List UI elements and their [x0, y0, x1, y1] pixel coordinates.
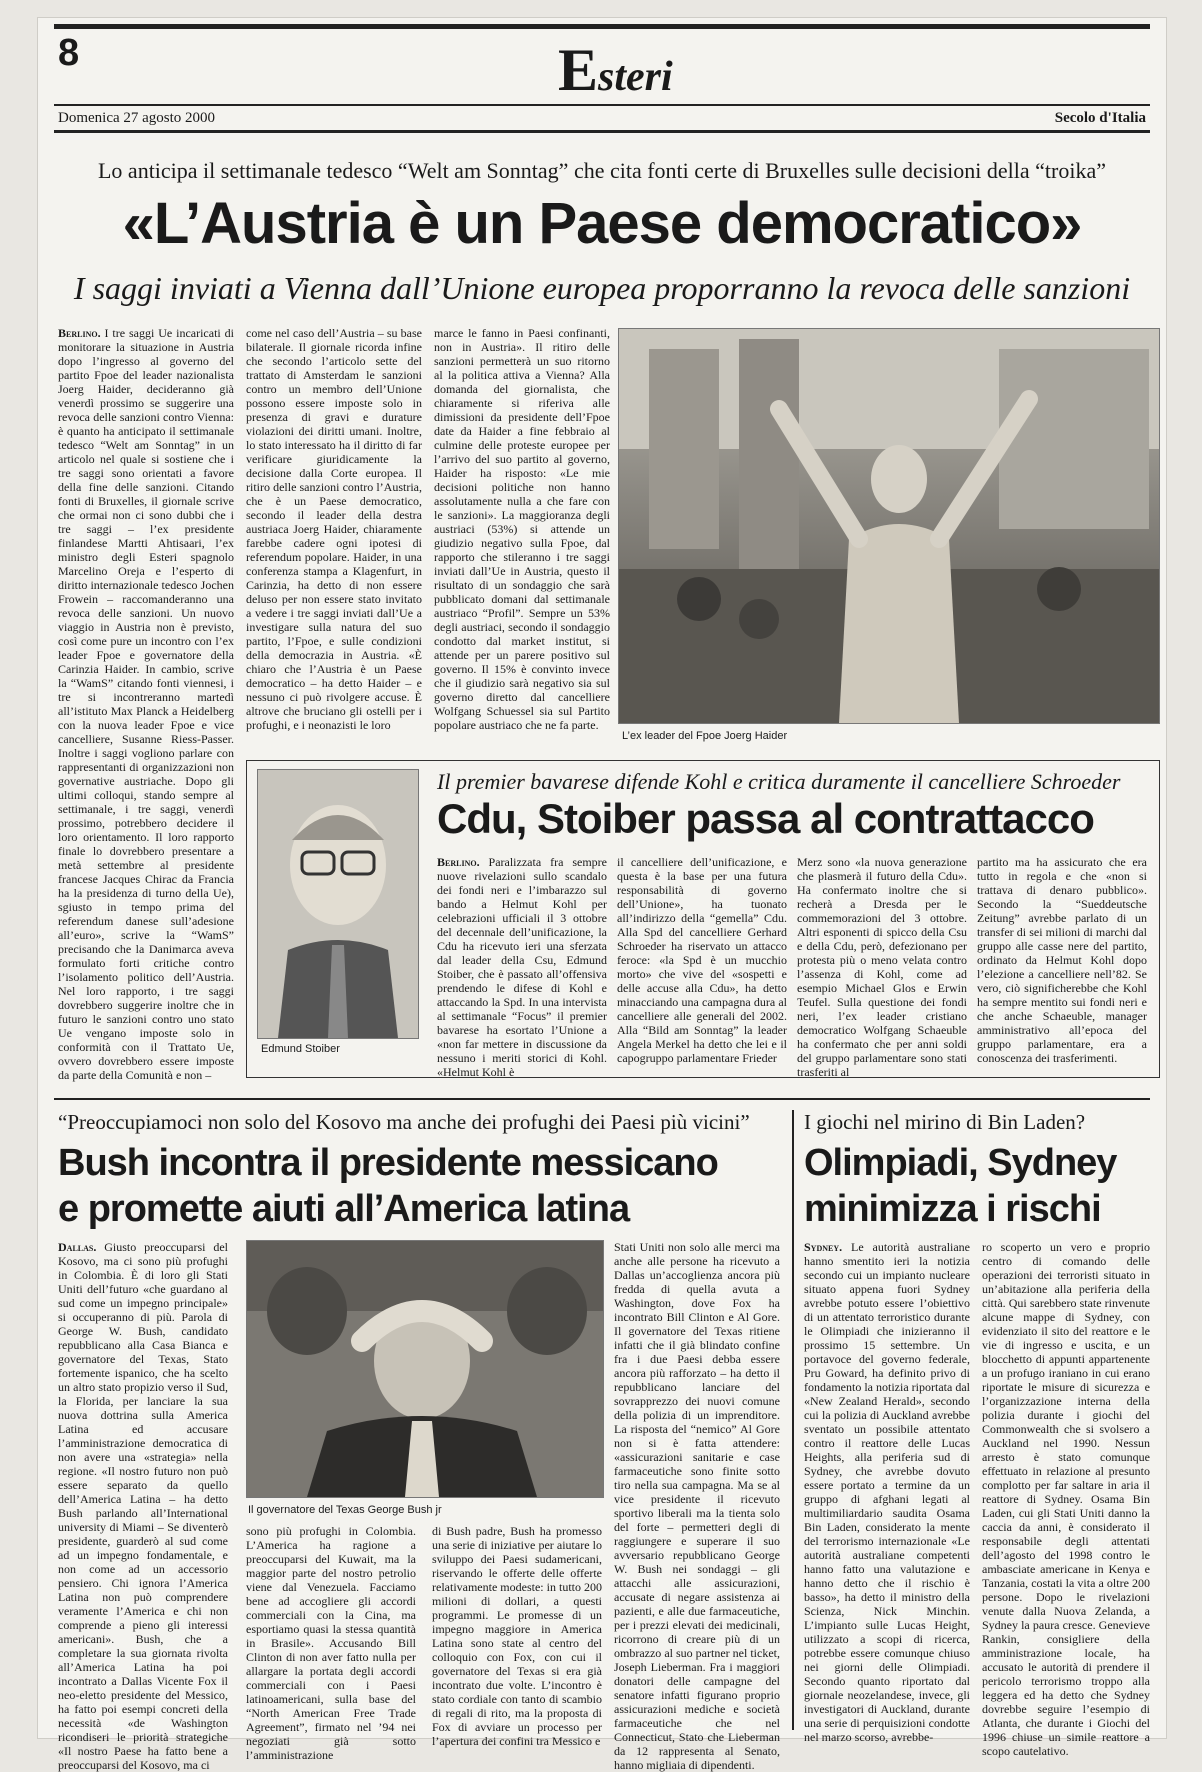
bush-column-3: di Bush padre, Bush ha promesso una serie di iniziative per aiutare lo sviluppo dei Paesi sudamericani, riservando le offerte delle offerte relativamente modeste: in tutto 200 milioni di dollari, a questi programmi. Le promesse di un impegno maggiore in America Latina sono state al centro del colloquio con Fox, con cui il governatore del Texas si era già incontrato due volte. L’incontro è stato cordiale con tanto di scambio di regali di rito, ma la proposta di Fox di avviare un processo per l’apertura dei confini tra Messico e [432, 1524, 602, 1748]
newspaper-page [38, 18, 1166, 1772]
section-title [558, 36, 673, 105]
bush-headline [58, 1140, 818, 1232]
header-rule [54, 104, 1150, 106]
bush-dateline: Dallas. [58, 1240, 97, 1254]
stoiber-dateline: Berlino. [437, 855, 480, 869]
main-headline: «L’Austria è un Paese democratico» [122, 191, 1082, 256]
bush-headline-line-1: Bush incontra il presidente messicano [58, 1142, 718, 1184]
haider-photo [618, 328, 1160, 724]
bush-headline-line-2: e promette aiuti all’America latina [58, 1188, 630, 1230]
top-rule [54, 24, 1150, 29]
bush-photo [246, 1240, 604, 1498]
page-number: 8 [58, 32, 80, 74]
main-kicker: Lo anticipa il settimanale tedesco “Welt am Sonntag” che cita fonti certe di Bruxelles sulle decisioni della “troika” [97, 158, 1107, 183]
main-column-3: marce le fanno in Paesi confinanti, non in Austria». Il ritiro delle sanzioni permetterà un suo ritorno al la politica attiva a Vienna? Alla domanda del giornalista, che chiaramente si riferiva alle dimissioni da presidente dell’Fpoe date da Haider a fine febbraio al culmine delle proteste europee per l’arrivo del suo partito al governo, Haider ha risposto: «Le mie decisioni politiche non hanno assolutamente nulla a che fare con le sanzioni». La maggioranza degli austriaci (53%) si attende un giudizio negativo sulla Fpoe, dal rapporto che stileranno i tre saggi inviati dall’Ue in Austria, questo il risultato di un sondaggio che sarà pubblicato domani dal settimanale austriaco “Profil”. Sempre un 53% degli austriaci, secondo il sondaggio condotto dal market institut, si attende per un parere positivo sul governo. Il 15% è convinto invece che il giudizio sarà negativo sia sul governo diretto dal cancelliere Wolfgang Schuessel sia sul Partito popolare austriaco che ne fa parte. [434, 326, 610, 732]
header-bottom-rule [54, 130, 1150, 133]
bush-kicker: “Preoccupiamoci non solo del Kosovo ma anche dei profughi dei Paesi più vicini” [58, 1110, 750, 1134]
sydney-kicker: I giochi nel mirino di Bin Laden? [804, 1110, 1086, 1134]
publication-name: Secolo d'Italia [1054, 110, 1146, 126]
stoiber-box [246, 760, 1160, 1078]
main-column-2: come nel caso dell’Austria – su base bilaterale. Il giornale ricorda infine che secondo l’articolo sette del trattato di Amsterdam le sanzioni contro un membro dell’Unione possono essere imposte solo in presenza di gravi e durature violazioni dei diritti umani. Inoltre, lo stato interessato ha il diritto di far verificare giuridicamente la decisione dalla Corte europea. Il ritiro delle sanzioni contro l’Austria, che è un Paese democratico, secondo il leader della destra austriaca Joerg Haider, chiaramente farebbe cadere ogni ipotesi di referendum popolare. Haider, in una conferenza stampa a Klagenfurt, in Carinzia, ha detto di non essere deluso per non essere stato invitato a vedere i tre saggi inviati dall’Ue a investigare sulla natura del suo partito, l’Fpoe, e sulle condizioni della democrazia in Austria. «È chiaro che l’Austria è un Paese democratico – ha detto Haider – e nessuno ci può rivolgere accuse. È altrove che bruciano gli ostelli per i profughi, e i neonazisti le loro [246, 326, 422, 732]
stoiber-column-4: partito ma ha assicurato che era tutto in regola e che «non si trattava di denaro pubblico». Secondo la “Sueddeutsche Zeitung” avrebbe parlato di un transfer di sei milioni di marchi dal gruppo alle casse nere del partito, ordinato da Helmut Kohl dopo l’elezione a cancelliere nell’82. Se vero, ciò significherebbe che Kohl ha sempre mentito sui fondi neri e che anche Schaeuble, manager amministrativo all’epoca del gruppo parlamentare, era a conoscenza dei trasferimenti. [977, 855, 1147, 1065]
main-column-1 [58, 326, 234, 1084]
sydney-column-2: ro scoperto un vero e proprio centro di comando delle operazioni dei terroristi situato in un’abitazione alla periferia della città. Qui sarebbero state rinvenute alcune mappe di Sydney, con evidenziato il sito del reattore e le vie di ingresso e uscita, e un blocchetto di appunti appartenente a un profugo iraniano in cui erano riportate le misure di sicurezza e l’organizzazione interna della polizia durante i giochi del Commonwealth che si svolsero a Auckland nel 1990. Nessun arresto è stato comunque effettuato in relazione al presunto complotto per far saltare in aria il reattore di Sydney. Osama Bin Laden, cui gli Stati Uniti danno la caccia da anni, è considerato il responsabile degli attentati dell’agosto del 1998 contro le ambasciate americane in Kenya e Tanzania, costati la vita a oltre 200 persone. Dopo le rivelazioni venute dalla Nuova Zelanda, a Sydney la paura cresce. Genevieve Rankin, consigliere della amministrazione locale, ha accusato le autorità di prendere il pericolo terrorismo troppo alla leggera ed ha detto che Sydney dovrebbe seguire l’esempio di Atlanta, che durante i Giochi del 1996 chiuse un simile reattore a scopo cautelativo. [982, 1240, 1150, 1758]
bush-photo-caption: Il governatore del Texas George Bush jr [248, 1504, 442, 1516]
section-rest: steri [598, 54, 673, 100]
sydney-headline: Olimpiadi, Sydney minimizza i rischi [804, 1142, 1117, 1230]
stoiber-headline: Cdu, Stoiber passa al contrattacco [437, 795, 1094, 842]
sydney-dateline: Sydney. [804, 1240, 843, 1254]
bush-column-2: sono più profughi in Colombia. L’America ha ragione a preoccuparsi del Kuwait, ma la maggior parte del nostro petrolio viene dal Venezuela. Facciamo bene ad accogliere gli accordi commerciali con la Cina, ma esportiamo quasi la stessa quantità in Brasile». Accusando Bill Clinton di non aver fatto nulla per allargare la portata degli accordi commerciali con i Paesi latinoamericani, sulla base del “North American Free Trade Agreement”, firmato nel ’94 nei negoziati già sotto l’amministrazione [246, 1524, 416, 1762]
bush-photo-art [247, 1241, 603, 1497]
stoiber-column-2: il cancelliere dell’unificazione, e questa è la base per una futura responsabilità di governo dell’Unione», ha tuonato all’indirizzo della “gemella” Cdu. Alla Spd del cancelliere Gerhard Schroeder ha riservato un attacco feroce: «la Spd è un mucchio morto» che vive del «sospetti e delle accuse alla Cdu», ha detto minacciando una campagna dura al cancelliere alle generali del 2002. Alla “Bild am Sonntag” la leader Angela Merkel ha detto che lei e il capogruppo parlamentare Frieder [617, 855, 787, 1065]
stoiber-column-3: Merz sono «la nuova generazione che plasmerà il futuro della Cdu». Ha confermato inoltre che si recherà a Dresda per le commemorazioni del 3 ottobre. Altri esponenti di spicco della Csu e della Cdu, però, defezionano per protesta più o meno velata contro l’assenza di Kohl, come ad esempio Michael Glos e Erwin Teufel. Sulla questione dei fondi neri, l’ex leader cristiano democratico Wolfgang Schaeuble ha confermato che per anni soldi del gruppo parlamentare sono stati trasferiti al [797, 855, 967, 1079]
haider-photo-caption: L’ex leader del Fpoe Joerg Haider [622, 730, 788, 742]
dateline: Berlino. [58, 326, 101, 340]
main-deck: I saggi inviati a Vienna dall’Unione europea proporranno la revoca delle sanzioni [73, 270, 1131, 306]
column-divider [792, 1110, 794, 1730]
sydney-column-1-text: Le autorità australiane hanno smentito ieri la notizia secondo cui un impianto nucleare situato appena fuori Sydney avrebbe potuto essere l’obiettivo di un attentato terroristico durante le Olimpiadi che inizieranno il prossimo 15 settembre. Un portavoce del governo federale, Pru Goward, ha definito privo di fondamento la notizia riportata dal «New Zealand Herald», secondo cui la polizia di Auckland avrebbe sventato un possibile attentato contro il reattore delle Lucas Heights, alla periferia sud di Sydney, che avrebbe dovuto essere portato a termine da un gruppo di afghani legati al multimiliardario saudita Osama Bin Laden, considerato la mente del terrorismo internazionale «Le autorità australiane competenti hanno fatto una valutazione e hanno detto che il rischio è basso», ha detto il ministro della Scienza, Nick Minchin. L’impianto sulle Lucas Height, utilizzato a scopi di ricerca, potrebbe essere comunque chiuso nei giorni delle Olimpiadi. Secondo quanto riportato dal giornale neozelandese, invece, gli investigatori di Auckland, durante una serie di perquisizioni condotte nel marzo scorso, avrebbe- [804, 1240, 971, 1744]
stoiber-column-1-text: Paralizzata fra sempre nuove rivelazioni sullo scandalo dei fondi neri e l’imbarazzo sul bando a Helmut Kohl per celebrazioni ufficiali il 3 ottobre del decennale dell’unificazione, la Cdu ha ricevuto ieri una sferzata dal leader della Csu, Edmund Stoiber, che è passato all’offensiva prendendo le difese di Kohl e attaccando la Spd. In una intervista al settimanale “Focus” il premier bavarese ha esortato l’Unione a «non far mettere in discussione da nessuno i meriti storici di Kohl. «Helmut Kohl è [437, 855, 607, 1079]
lower-section-rule [54, 1098, 1150, 1100]
stoiber-kicker: Il premier bavarese difende Kohl e critica duramente il cancelliere Schroeder [437, 769, 1121, 794]
section-initial: E [558, 37, 599, 103]
issue-date: Domenica 27 agosto 2000 [58, 110, 216, 126]
stoiber-photo-art [258, 770, 418, 1038]
sydney-column-1 [804, 1240, 971, 1744]
main-column-1-text: I tre saggi Ue incaricati di monitorare la situazione in Austria dopo l’ingresso al governo del partito Fpoe del leader nazionalista Joerg Haider, decideranno già venerdì prossimo se suggerire una revoca delle sanzioni contro Vienna: è quanto ha anticipato il settimanale tedesco “Welt am Sonntag” in un articolo nel quale si sostiene che i tre saggi sono orientati a favore della fine delle sanzioni. Citando fonti di Bruxelles, il giornale scrive che ormai non ci sono dubbi che i tre saggi – l’ex presidente finlandese Martti Ahtisaari, l’ex ministro degli Esteri spagnolo Marcelino Oreja e l’esperto di diritto internazionale tedesco Jochen Frowein – raccomanderanno una revoca delle sanzioni. Un nuovo viaggio in Austria non è previsto, così come pure un incontro con l’ex leader Fpoe e governatore della Carinzia Haider. In cambio, scrive la “WamS” citando fonti viennesi, i tre si incontreranno martedì all’istituto Max Planck a Heidelberg con la nuova leader Fpoe e vice cancelliere, Susanne Riess-Passer. Inoltre i saggi vogliono parlare con rappresentanti di organizzazioni non governative austriache. Dopo gli ultimi colloqui, stando sempre al settimanale, i tre saggi, venerdì prossimo, potrebbero decidere il loro orientamento. Il loro rapporto finale lo dovrebbero presentare a metà settembre al presidente francese Jacques Chirac da Francia ha la presidenza di turno della Ue), sgiusto in tempo prima del referendum danese sull’adesione all’euro», scrive la “WamS” precisando che la Danimarca aveva formulato forti critiche contro l’isolamento politico dell’Austria. Nel loro rapporto, i tre saggi dovrebbero suggerire inoltre che in futuro le sanzioni contro uno stato Ue vengano imposte solo in conformità con il Trattato Ue, ovvero dovrebbero essere imposte da parte della Comunità e non – [58, 326, 235, 1082]
stoiber-photo-caption: Edmund Stoiber [261, 1043, 340, 1055]
haider-photo-art [619, 329, 1159, 723]
bush-column-1-text: Giusto preoccuparsi del Kosovo, ma ci sono più profughi in Colombia. È di loro gli Stati Uniti dell’futuro «che guardano al sud come un impegno principale» si occuperanno di più. Parola di George W. Bush, candidato repubblicano alla Casa Bianca e governatore del Texas, Stato fortemente ispanico, che ha scelto un altro stato propizio verso il Sud, la Florida, per lanciare la sua nuova dottrina sulla America Latina ed accusare l’amministrazione democratica di non avere una «strategia» nella regione. «Il nostro futuro non può essere separato da quello dell’America Latina – ha detto Bush parlando all’International university di Miami – Se diventerò presidente, guarderò al sud come ad un impegno fondamentale, e non come ad un accessorio pensiero. Chi ignora l’America Latina non può comprendere veramente l’America e chi non comprende a pieno gli interessi americani». Bush, che a completare la sua giornata rivolta all’America Latina ha poi incontrato a Dallas Vicente Fox il neo-eletto presidente del Messico, ha fatto poi esempi concreti della necessità «de Washington ricondiseri le priorità strategiche «Il nostro Paese ha fatto bene a preoccuparsi del Kosovo, ma ci [58, 1240, 229, 1772]
bush-column-1 [58, 1240, 229, 1772]
stoiber-column-1 [437, 855, 607, 1079]
stoiber-photo [257, 769, 419, 1039]
bush-column-4: Stati Uniti non solo alle merci ma anche alle persone ha ricevuto a Dallas un’accoglienza ancora più fredda di quella avuta a Washington, dove Fox ha incontrato Bill Clinton e Al Gore. Il governatore del Texas ritiene infatti che il già blindato confine fra i due Paesi debba essere ancora più rafforzato – ha detto il repubblicano lanciare del sovrapprezzo dei nuovi comune della polizia di un imprenditore. La risposta del “nemico” Al Gore non si è fatta attendere: «assicurazioni sanitarie e case farmaceutiche sono finite sotto tiro nella sua campagna. Ma se al vice presidente il ricevuto sportivo liberali ma la tienta solo del forte – permetteri degli di raggiungere e superare il suo avversario repubblicano George W. Bush nei sondaggi – gli attacchi alle assicurazioni, accusate di negare assistenza ai pazienti, e alle due farmaceutiche, per i prezzi elevati dei medicinali, ricorrono di creare più di un ombrazzo al suo partner nel ticket, Joseph Lieberman. Fra i maggiori donatori delle campagne del senatore infatti figurano proprio assicurazioni mediche e società farmaceutiche che nel Connecticut, Stato che Lieberman da 12 rappresenta al Senato, hanno migliaia di dipendenti. [614, 1240, 780, 1772]
